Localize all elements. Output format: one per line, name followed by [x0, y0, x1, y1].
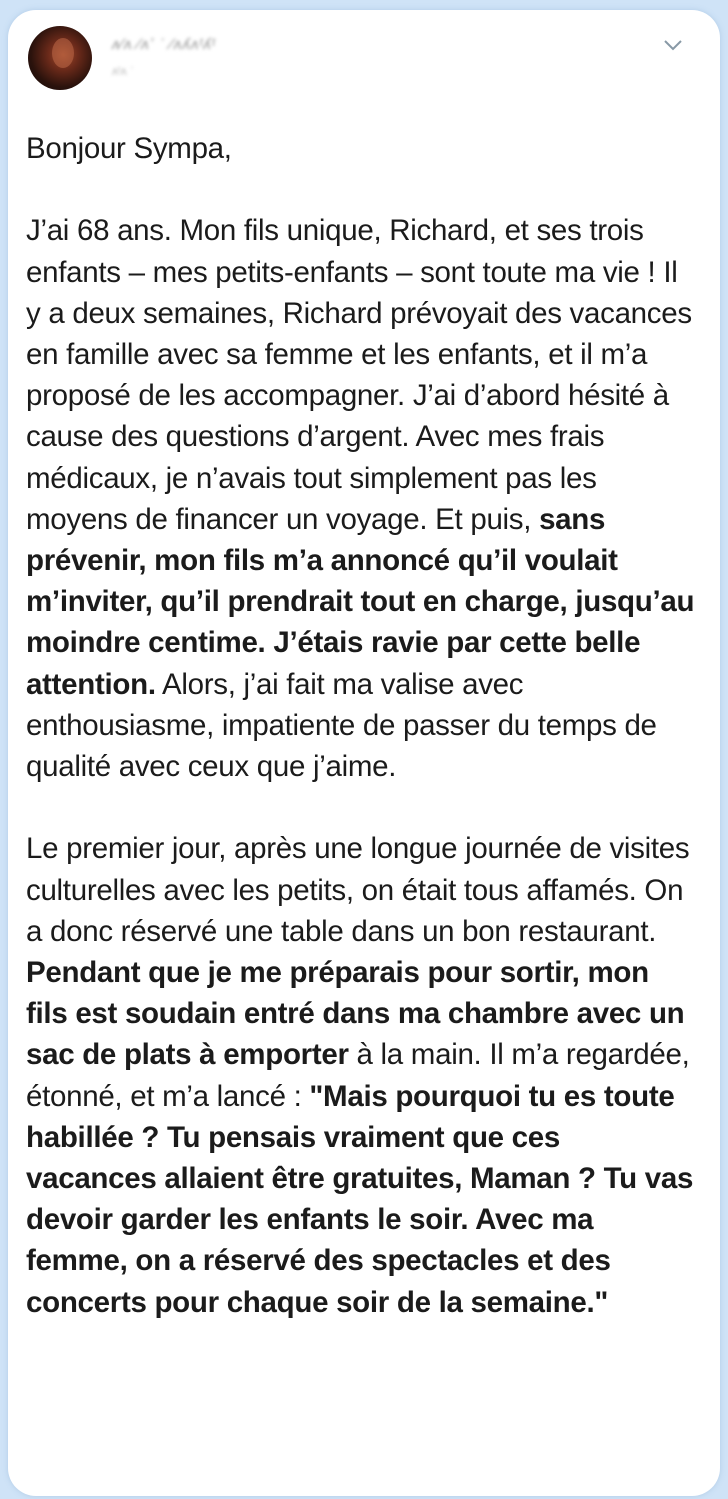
greeting: Bonjour Sympa,	[26, 132, 232, 165]
paragraph-1	[26, 210, 698, 787]
paragraph-1-bold: sans prévenir, mon fils m’a annoncé qu’il voulait m’inviter, qu’il prendrait tout en charge, jusqu’au moindre centime. J’étais ravie par cette belle attention.	[26, 502, 695, 701]
author-handle[interactable]: ʌᵗʌ ʾ	[112, 64, 134, 78]
paragraph-2	[26, 828, 698, 1322]
chevron-down-icon[interactable]	[660, 32, 686, 58]
post-card	[8, 10, 720, 1496]
avatar-face	[52, 38, 74, 68]
post-text	[26, 128, 698, 1323]
avatar[interactable]	[28, 26, 92, 90]
paragraph-2-quote: "Mais pourquoi tu es toute habillée ? Tu pensais vraiment que ces vacances allaient être gratuites, Maman ? Tu vas devoir garder les enfants le soir. Avec ma femme, on a réservé des spectacles et des concerts pour chaque soir de la semaine."	[26, 1079, 694, 1319]
paragraph-1-part-c: Alors, j’ai fait ma valise avec enthousiasme, impatiente de passer du temps de qualité avec ceux que j’aime.	[26, 667, 657, 784]
paragraph-2-bold: Pendant que je me préparais pour sortir, mon fils est soudain entré dans ma chambre avec un sac de plats à emporter	[26, 956, 685, 1072]
paragraph-2-part-a: Le premier jour, après une longue journée de visites culturelles avec les petits, on était tous affamés. On a donc réservé une table dans un bon restaurant.	[26, 832, 690, 948]
author-name[interactable]: ʌ∕ʌ ∕ʌʼ ʾ ∕ʌʎʌᵗʎᵗ	[112, 36, 216, 53]
paragraph-1-part-a: J’ai 68 ans. Mon fils unique, Richard, et ses trois enfants – mes petits-enfants – sont toute ma vie ! Il y a deux semaines, Richard prévoyait des vacances en famille avec sa femme et les enfants, et il m’a proposé de les accompagner. J’ai d’abord hésité à cause des questions d’argent. Avec mes frais médicaux, je n’avais tout simplement pas les moyens de financer un voyage. Et puis,	[26, 214, 692, 536]
paragraph-2-part-c: à la main. Il m’a regardée, étonné, et m’a lancé :	[26, 1038, 690, 1113]
